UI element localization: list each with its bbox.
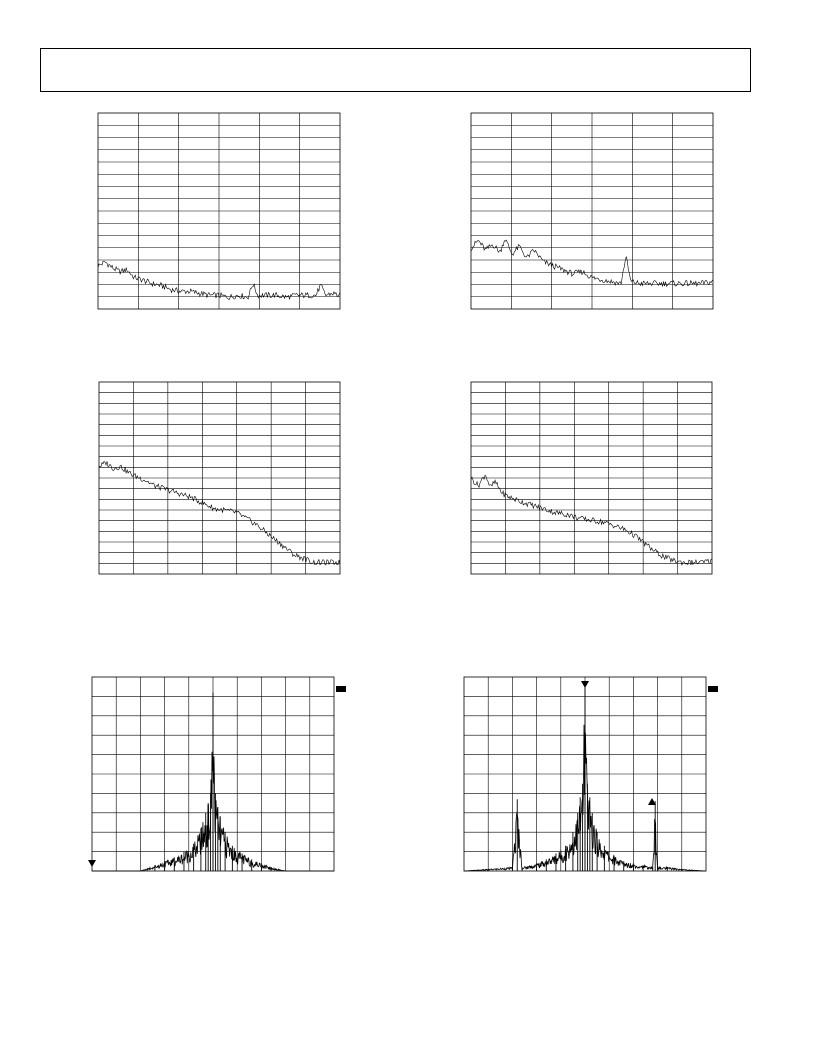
fft-spectrum-plot-bottom-left <box>92 677 334 871</box>
noise-spectrum-plot-top-right <box>471 113 713 309</box>
marker-indicator-icon <box>708 686 718 692</box>
grid-lines <box>471 382 712 574</box>
marker-indicator-icon <box>336 686 346 692</box>
grid-lines <box>471 113 713 309</box>
rolloff-plot-middle-right <box>471 382 712 574</box>
fft-spectrum-plot-bottom-right <box>464 677 706 871</box>
marker-triangle-down-icon <box>581 681 589 689</box>
marker-triangle-up-icon <box>648 797 656 805</box>
grid-lines <box>98 113 340 309</box>
series-trace <box>99 461 340 565</box>
marker-triangle-down-icon <box>88 860 96 868</box>
page-header-box <box>40 48 751 92</box>
noise-spectrum-plot-top-left <box>98 113 340 309</box>
rolloff-plot-middle-left <box>99 382 340 574</box>
grid-lines <box>99 382 340 574</box>
